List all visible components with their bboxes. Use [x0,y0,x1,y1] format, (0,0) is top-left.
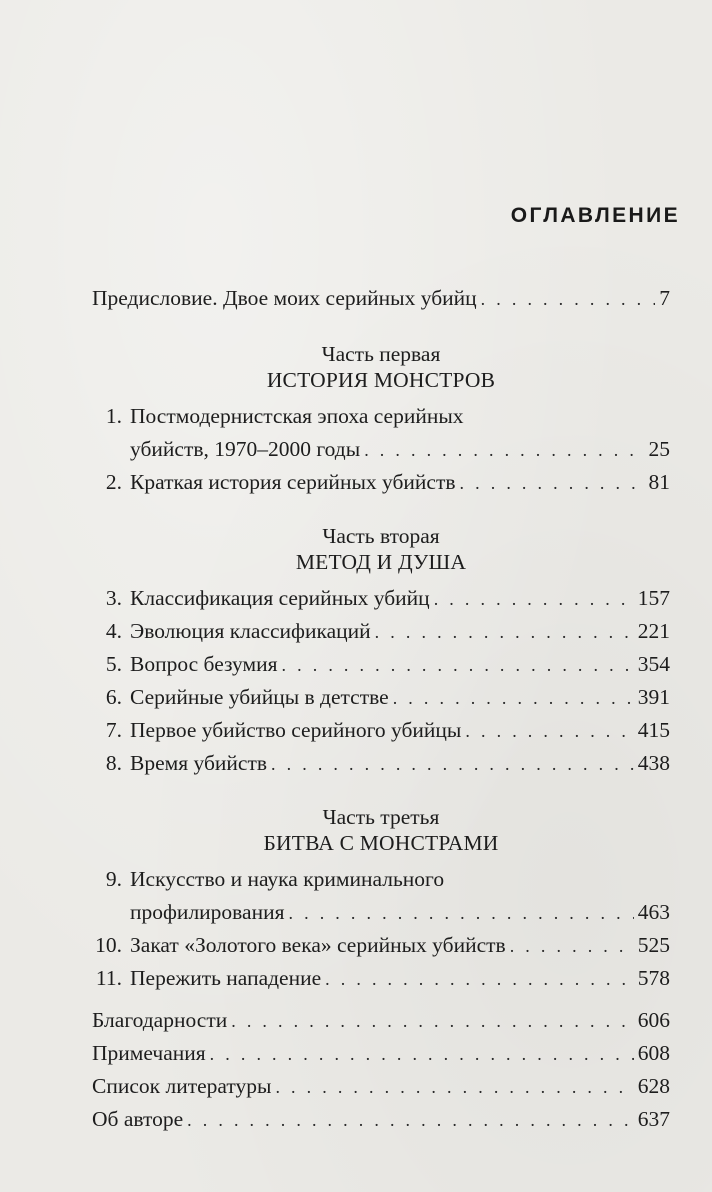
toc-entry-about-author[interactable] [92,1103,670,1136]
toc-entry-acknowledgements[interactable] [92,1004,670,1037]
part-title: МЕТОД И ДУША [295,550,467,574]
toc-heading: ОГЛАВЛЕНИЕ [510,204,680,227]
entry-title: Пережить нападение [130,966,322,990]
part-label: Часть первая [321,342,441,366]
chapter-number: 10. [95,933,122,957]
toc-entry-chapter-1[interactable] [92,400,670,433]
entry-page: 391 [637,685,670,709]
toc-entry-chapter-2[interactable] [92,466,670,499]
dot-leader [481,283,656,316]
table-of-contents [92,282,670,1136]
dot-leader [434,583,634,616]
entry-title: Классификация серийных убийц [130,586,430,610]
entry-title: Примечания [92,1041,206,1065]
entry-title: Первое убийство серийного убийцы [130,718,462,742]
toc-entry-chapter-11[interactable] [92,962,670,995]
part-heading [92,523,670,575]
entry-title: Список литературы [92,1074,272,1098]
entry-page: 81 [648,470,670,494]
dot-leader [364,434,644,467]
chapter-number: 4. [105,619,122,643]
entry-page: 438 [637,751,670,775]
dot-leader [271,748,634,781]
chapter-number: 7. [105,718,122,742]
toc-entry-chapter-7[interactable] [92,714,670,747]
entry-title: Предисловие. Двое моих серийных убийц [92,286,477,310]
entry-title: Постмодернистская эпоха серийных [130,404,464,428]
dot-leader [231,1005,634,1038]
dot-leader [375,616,634,649]
entry-page: 525 [637,933,670,957]
toc-entry-chapter-5[interactable] [92,648,670,681]
entry-page: 606 [637,1008,670,1032]
chapter-number: 8. [105,751,122,775]
entry-page: 463 [637,900,670,924]
entry-page: 7 [659,286,670,310]
dot-leader [510,930,634,963]
entry-title: Благодарности [92,1008,228,1032]
entry-page: 157 [637,586,670,610]
entry-title: убийств, 1970–2000 годы [130,437,361,461]
entry-page: 628 [637,1074,670,1098]
entry-page: 354 [637,652,670,676]
toc-entry-chapter-9-continued[interactable] [92,896,670,929]
entry-title: Серийные убийцы в детстве [130,685,389,709]
dot-leader [393,682,634,715]
toc-entry-chapter-4[interactable] [92,615,670,648]
chapter-number: 1. [105,404,122,428]
part-title: БИТВА С МОНСТРАМИ [263,831,499,855]
toc-entry-preface[interactable] [92,282,670,315]
entry-title: Краткая история серийных убийств [130,470,456,494]
toc-entry-bibliography[interactable] [92,1070,670,1103]
dot-leader [325,963,634,996]
toc-entry-chapter-1-continued[interactable] [92,433,670,466]
toc-entry-chapter-8[interactable] [92,747,670,780]
entry-page: 415 [637,718,670,742]
entry-title: Искусство и наука криминального [130,867,445,891]
chapter-number: 6. [105,685,122,709]
entry-title: Об авторе [92,1107,184,1131]
dot-leader [282,649,634,682]
dot-leader [275,1071,633,1104]
entry-title: профилирования [130,900,285,924]
dot-leader [187,1104,634,1137]
chapter-number: 11. [95,966,122,990]
entry-title: Вопрос безумия [130,652,278,676]
chapter-number: 5. [105,652,122,676]
toc-entry-chapter-9[interactable] [92,863,670,896]
part-label: Часть третья [322,805,440,829]
toc-entry-notes[interactable] [92,1037,670,1070]
part-label: Часть вторая [322,524,440,548]
entry-page: 637 [637,1107,670,1131]
dot-leader [465,715,633,748]
entry-page: 608 [637,1041,670,1065]
dot-leader [210,1038,634,1071]
entry-title: Закат «Золотого века» серийных убийств [130,933,506,957]
entry-page: 578 [637,966,670,990]
chapter-number: 3. [105,586,122,610]
entry-page: 221 [637,619,670,643]
toc-entry-chapter-6[interactable] [92,681,670,714]
entry-page: 25 [648,437,670,461]
entry-title: Эволюция классификаций [130,619,371,643]
part-heading [92,341,670,393]
part-heading [92,804,670,856]
entry-title: Время убийств [130,751,268,775]
toc-entry-chapter-3[interactable] [92,582,670,615]
dot-leader [289,897,634,930]
chapter-number: 9. [105,867,122,891]
dot-leader [460,467,645,500]
toc-entry-chapter-10[interactable] [92,929,670,962]
chapter-number: 2. [105,470,122,494]
part-title: ИСТОРИЯ МОНСТРОВ [266,368,496,392]
